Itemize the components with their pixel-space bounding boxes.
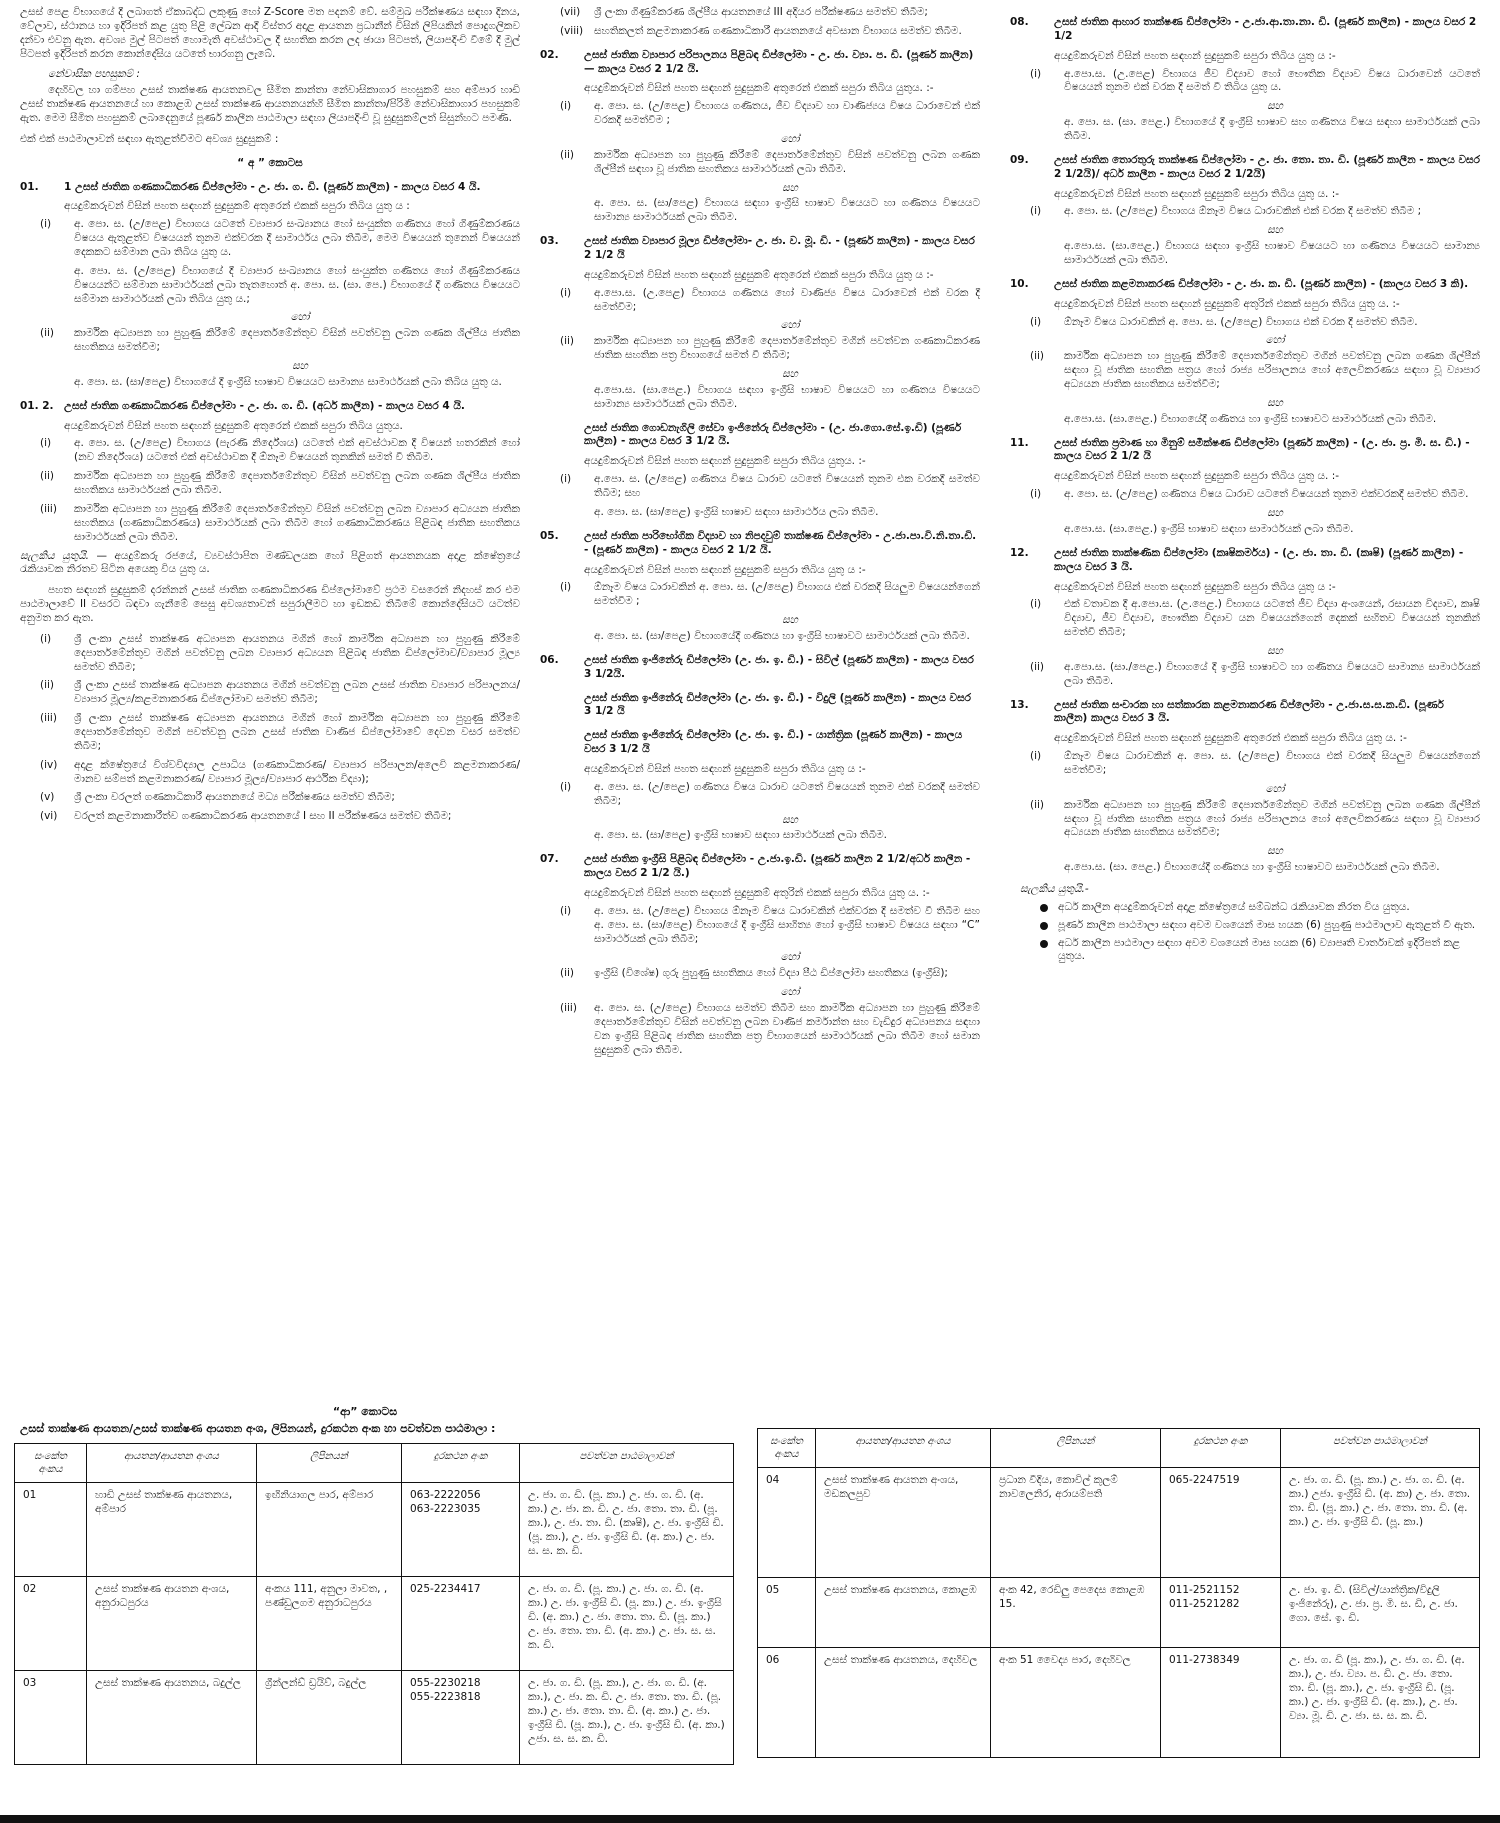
course-title: උසස් ජාතික ගණකාධිකරණ ඩිප්ලෝමා - උ. ජා. ග. ඩි. (අර්ධ කාලීන) - කාලය වසර 4 යි. bbox=[64, 399, 465, 412]
note-bullet: අර්ධ කාලීන අයදුම්කරුවන් අදාළ ක්ෂේත්‍රයේ සම්බන්ධ රැකියාවක නිරත විය යුතුය. bbox=[1040, 901, 1480, 915]
connector-or: හෝ bbox=[780, 951, 800, 964]
table-row: 06 උසස් තාක්ෂණ ආයතනය, දෙහිවල අංක 51 වෛද්‍ය පාර, දෙහිවල 011-2738349 උ. ජා. ග. ඩි (පූ. කා.), උ. ජා. ග. ඩි. (අ. කා.), උ. ජා. ව්‍යා. ප. ඩි. උ. ජා. තො. තා. ඩි. (පූ. කා.), උ. ජා. ඉංග්‍රීසි ඩි. (පූ. කා.) උ. ජා. ඉංග්‍රීසි ඩි. (අ. කා.), උ. ජා. ව්‍යා. මූ. ඩි. උ. ජා. ස. ස. ක. ඩි. bbox=[758, 1648, 1480, 1758]
requirement-item: (i) අ. පො. ස. (උ/පෙළ) විභාගය (පැරණි නිර්දේශය) යටතේ එක් අවස්ථාවක දී විෂයන් හතරකින් හෝ (නව නිර්දේශය) යටතේ එක් අවස්ථාවක දී ඕනෑම විෂයයන් තුනකින් සමත් වී තිබීම. bbox=[40, 437, 520, 464]
requirement-lead: අයදුම්කරුවන් විසින් පහත සඳහන් සුදුසුකම් අතුරෙන් එකක් සපුරා තිබිය යුතු ය :- bbox=[584, 268, 934, 281]
header-code: සංකේත අංකය bbox=[758, 1429, 816, 1468]
requirement-lead: අයදුම්කරුවන් විසින් පහත සඳහන් සුදුසුකම් අතුරෙන් එකක් සපුරා තිබිය යුතු ය. :- bbox=[1054, 732, 1407, 745]
requirement-item: (i) අ. පො. ස. (උ/පෙළ) විභාගය යටතේ ව්‍යාපාර සංඛ්‍යානය හෝ සංයුක්ත ගණිතය හෝ ගිණුම්කරණය විෂයය ඇතුළත්ව විෂයයන් තුනම එක්වරක දී සාමාර්ථය ලබා තිබීම, මෙම විෂයයන් තුනෙන් විෂයයන් දෙකකට සම්මාන ලබා තිබිය යුතු ය. bbox=[40, 218, 520, 259]
exemption-item: (v) ශ්‍රී ලංකා වරලත් ගණකාධිකාරී ආයතනයේ මධ්‍ය පරීක්ෂණය සමත්ව තිබීම; bbox=[40, 791, 395, 804]
course-heading-12: 12. උසස් ජාතික තාක්ෂණික ඩිප්ලෝමා (කෘෂිකර්මය) - (උ. ජා. තා. ඩි. (කෘෂි) (පූර්ණ කාලීන) - කාලය වසර 3 යි. bbox=[1010, 546, 1464, 573]
exemption-item: (vi) වරලත් කළමනාකාරීත්ව ගණකාධිකරණ ආයතනයේ I සහ II පරීක්ෂණය සමත්ව තිබීම; bbox=[40, 810, 452, 823]
requirement-lead: අයදුම්කරුවන් විසින් පහත සඳහන් සුදුසුකම් අතුරින් එකක් සපුරා තිබිය යුතු ය. :- bbox=[584, 886, 930, 899]
requirement-subtext: අ.පො.ස. (සා.පෙළ.) විභාගයේදී ගණිතය හා ඉංග්‍රීසි භාෂාවට සාමාර්ථයක් ලබා තිබීම. bbox=[1064, 412, 1437, 425]
requirement-item: (i) අ. පො. ස. (උ/පෙළ) විභාගය ගණිතය, ජීව විද්‍යාව හා වාණිජ්‍යය විෂය ධාරාවෙන් එක් වරකදී සමත්වීම ; bbox=[560, 100, 980, 127]
exemption-item: (vii) ශ්‍රී ලංකා ගිණුම්කරණ ශිල්පීය ආයතනයේ III අදියර පරීක්ෂණය සමත්ව තිබීම; bbox=[560, 6, 928, 18]
header-courses: පවත්වන පාඨමාලාවන් bbox=[520, 1444, 734, 1483]
requirement-item: (ii) කාර්මික අධ්‍යාපන හා පුහුණු කිරීමේ දෙපාර්තමේන්තුව මගින් පවත්වනු ලබන ගණක ශිල්පීන් සඳහා වූ ජාතික සහතික පත්‍රය හෝ රාජ්‍ය පරිපාලනය හෝ අලෙවිකරණය සඳහා වූ ව්‍යාපාර අධ්‍යයන ජාතික සහතිකය සමත්වීම; bbox=[1030, 798, 1480, 839]
requirement-item: (ii) අ.පො.ස. (සා./පෙළ.) විභාගයේ දී ඉංග්‍රීසි භාෂාවට හා ගණිතය විෂයයට සාමාන්‍ය සාමාර්ථයක් ලබා තිබීම. bbox=[1030, 660, 1480, 687]
course-number: 01. 2. bbox=[20, 399, 54, 412]
header-address: ලිපිනයන් bbox=[257, 1444, 402, 1483]
institutes-table-left bbox=[14, 1443, 734, 1765]
connector-or: හෝ bbox=[780, 319, 800, 332]
requirement-item: (ii) කාර්මික අධ්‍යාපන හා පුහුණු කිරීමේ දෙපාර්තමේන්තුව මගින් පවත්වන ගණකාධිකරණ ජාතික සහතික පත්‍ර විභාගයේ සමත් වී තිබීම; bbox=[560, 335, 980, 362]
table-row: 01 හාඩි උසස් තාක්ෂණ ආයතනය, අම්පාර ඉඟිනියාගල පාර, අම්පාර 063-2222056 063-2223035 උ. ජා. ග. ඩි. (පූ. කා.) උ. ජා. ග. ඩි. (අ. කා.) උ. ජා. ක. ඩි. උ. ජා. තො. තා. ඩි. (පූ. කා.), උ. ජා. තා. ඩි. (කෘෂි), උ. ජා. ඉංග්‍රීසි ඩි. (පූ. කා.), උ. ජා. ඉංග්‍රීසි ඩි. (අ. කා.) උ. ජා. ස. ස. ක. ඩි. bbox=[15, 1483, 734, 1577]
header-address: ලිපිනයන් bbox=[991, 1429, 1161, 1468]
requirement-subtext: අ.පො.ස. (සා.පෙළ.) ඉංග්‍රීසි භාෂාව සඳහා සාමාර්ථයක් ලබා තිබීම. bbox=[1064, 522, 1354, 535]
header-phone: දුරකථන අංක bbox=[402, 1444, 520, 1483]
connector-and: සහ bbox=[1267, 224, 1283, 237]
course-heading-01-1 bbox=[20, 181, 520, 195]
header-phone: දුරකථන අංක bbox=[1161, 1429, 1281, 1468]
connector-and: සහ bbox=[782, 368, 798, 381]
note-bullet: අර්ධ කාලීන පාඨමාලා සඳහා අවම වශයෙන් මාස හයක (6) ව්‍යාපෘති වාර්තාවක් ඉදිරිපත් කළ යුතුය. bbox=[1040, 937, 1480, 965]
requirement-lead: අයදුම්කරුවන් විසින් පහත සඳහන් සුදුසුකම් සපුරා තිබිය යුතුය. :- bbox=[584, 455, 866, 468]
requirement-item: (i) ඕනෑම විෂය ධාරාවකින් අ. පො. ස. (උ/පෙළ) විභාගය එක් වරක දී සමත්ව තිබීම. bbox=[1030, 315, 1418, 328]
header-institute: ආයතන/ආයතන අංශය bbox=[87, 1444, 257, 1483]
requirement-item: (ii) කාර්මික අධ්‍යාපන හා පුහුණු කිරීමේ දෙපාර්තමේන්තුව විසින් පවත්වනු ලබන ගණක ශිල්පීන් සඳහා වූ ජාතික සහතිකය සාමාර්ථයක් ලබා තිබීම. bbox=[560, 148, 980, 175]
connector-and: සහ bbox=[1267, 396, 1283, 409]
bullet-icon bbox=[1040, 940, 1048, 948]
connector-and: සහ bbox=[782, 181, 798, 194]
requirement-subtext: අ. පො. ස. (සා/පෙළ) විභාගය සඳහා ඉංග්‍රීසි භාෂාව විෂයයට හා ගණිතය විෂයයට සාමාන්‍ය සාමාර්ථයක් ලබා තිබීම. bbox=[594, 197, 980, 224]
connector-or: හෝ bbox=[780, 133, 800, 146]
connector-or: හෝ bbox=[1265, 782, 1285, 795]
course-number: 01. bbox=[20, 180, 39, 193]
bullet-icon bbox=[1040, 904, 1048, 912]
requirement-lead: අයදුම්කරුවන් විසින් පහත සඳහන් සුදුසුකම් සපුරා තිබිය යුතු ය :- bbox=[1054, 580, 1336, 593]
note-paragraph bbox=[20, 550, 520, 578]
requirement-item: (iii) අ. පො. ස. (උ/පෙළ) විභාගය සමත්ව තිබීම සහ කාර්මික අධ්‍යාපන හා පුහුණු කිරීමේ දෙපාර්තමේන්තුව විසින් පවත්වනු ලබන වාණිජ කර්මාන්ත සහ වැඩිදුර අධ්‍යාපනය සඳහා වන ඉංග්‍රීසි පිළිබඳ ජාතික සහතික පත්‍ර විභාගයෙන් සාමාර්ථයක් ලබා තිබීම හෝ සමාන සුදුසුකම් ලබා තිබීම. bbox=[560, 1001, 980, 1056]
table-row: 05 උසස් තාක්ෂණ ආයතනය, කොළඹ අංක 42, රෙඩිලු පෙදෙස කොළඹ 15. 011-2521152 011-2521282 උ. ජා. ඉ. ඩි. (සිවිල්/යාන්ත්‍රික/විදුලි ඉංජිනේරු), උ. ජා. ප්‍ර. මි. ස. ඩි, උ. ජා. ගො. සේ. ඉ. ඩි. bbox=[758, 1578, 1480, 1648]
requirement-subtext: අ. පො. ස. (සා/පෙළ) ඉංග්‍රීසි භාෂාව සඳහා සාමාර්ථය ලබා තිබීම. bbox=[594, 505, 879, 518]
course-heading-05: 05. උසස් ජාතික පාරිභෝගික විද්‍යාව හා නිපදවුම් තාක්ෂණ ඩිප්ලෝමා - උ.ජා.පා.වි.නි.තා.ඩි. - (පූර්ණ කාලීන) - කාලය වසර 2 1/2 යි. bbox=[540, 529, 977, 556]
requirement-item: (i) අ. පො. ස. (උ/පෙළ) ගණිතය විෂය ධාරාව යටතේ විෂයයන් තුනම එක්වරකදී සමත්ව තිබීම. bbox=[1030, 488, 1469, 501]
requirement-item: (ii) ඉංග්‍රීසි (විශේෂ) ගුරු පුහුණු සහතිකය හෝ විද්‍යා පීඨ ඩිප්ලෝමා සහතිකය (ඉංග්‍රීසි); bbox=[560, 967, 948, 980]
course-heading-01-2 bbox=[20, 400, 520, 414]
qualification-intro: එක් එක් පාඨමාලාවන් සඳහා ඇතුළත්වීමට අවශ්‍ය සුදුසුකම් : bbox=[20, 132, 279, 145]
connector-and: සහ bbox=[1267, 507, 1283, 520]
requirement-lead: අයදුම්කරුවන් විසින් පහත සඳහන් සුදුසුකම් සපුරා තිබිය යුතු ය. :- bbox=[1054, 470, 1340, 483]
course-heading-13: 13. උසස් ජාතික සංචාරක හා සත්කාරක කළමනාකරණ ඩිප්ලෝමා - උ.ජා.ස.ස.ක.ඩි. (පූර්ණ කාලීන) කාලය වසර 3 යි. bbox=[1010, 698, 1444, 725]
exemption-item: (viii) සහතිකලත් කළමනාකරණ ගණකාධිකාරී ආයතනයේ අවසාන විභාගය සමත්ව තිබීම. bbox=[560, 24, 962, 37]
requirement-lead: අයදුම්කරුවන් විසින් පහත සඳහන් සුදුසුකම් අතුරෙන් එකක් සපුරා තිබිය යුතු ය : bbox=[64, 200, 410, 213]
course-heading-03: 03. උසස් ජාතික ව්‍යාපාර මූල්‍ය ඩිප්ලෝමා- උ. ජා. ව. මූ. ඩි. - (පූර්ණ කාලීන) - කාලය වසර 2 1/2 යි bbox=[540, 235, 975, 262]
connector-and: සහ bbox=[782, 813, 798, 826]
requirement-lead: අයදුම්කරුවන් විසින් පහත සඳහන් සුදුසුකම් අතුරින් එකක් සපුරා තිබිය යුතු ය. :- bbox=[1054, 297, 1400, 310]
course-heading-08: 08. උසස් ජාතික ආහාර තාක්ෂණ ඩිප්ලෝමා - උ.ජා.ආ.තා.නා. ඩි. (පූර්ණ කාලීන) - කාලය වසර 2 1/2 bbox=[1010, 16, 1477, 42]
requirement-lead: අයදුම්කරුවන් විසින් පහත සඳහන් සුදුසුකම් අතුරෙන් එකක් සපුරා තිබිය යුතුය. bbox=[64, 419, 403, 432]
requirement-subtext: අ. පො. ස. (සා/පෙළ) විභාගයේ දී ඉංග්‍රීසි භාෂාව විෂයයට සාමාන්‍ය සාමාර්ථයක් ලබා තිබිය යුතු ය. bbox=[74, 375, 502, 388]
requirement-subtext: අ.පො.ස. (සා.පෙළ.) විභාගය සඳහා ඉංග්‍රීසි භාෂාව විෂයයට හා ගණිතය විෂයයට සාමාන්‍ය සාමාර්ථයක් ලබා තිබීම. bbox=[594, 383, 980, 410]
course-heading-07: 07. උසස් ජාතික ඉංග්‍රීසි පිළිබඳ ඩිප්ලෝමා - උ.ජා.ඉ.ඩි. (පූර්ණ කාලීන 2 1/2/අර්ධ කාලීන - කාලය වසර 2 1/2 යි.) bbox=[540, 853, 971, 880]
connector-and: සහ bbox=[1267, 845, 1283, 858]
column-3 bbox=[1010, 6, 1480, 968]
course-heading-10: 10. උසස් ජාතික කළමනාකරණ ඩිප්ලෝමා - උ. ජා. ක. ඩි. (පූර්ණ කාලීන) - (කාලය වසර 3 කි). bbox=[1010, 277, 1469, 290]
column-2 bbox=[540, 6, 980, 1062]
course-heading-06: 06. උසස් ජාතික ඉංජිනේරු ඩිප්ලෝමා (උ. ජා. ඉ. ඩි.) - සිවිල් (පූර්ණ කාලීන) - කාලය වසර 3 1/2යි. bbox=[540, 653, 974, 680]
requirement-subtext: අ. පො. ස. (සා/පෙළ) ඉංග්‍රීසි භාෂාව සඳහා සාමාර්ථයක් ලබා තිබීම. bbox=[594, 829, 887, 842]
requirement-item: (iii) කාර්මික අධ්‍යාපන හා පුහුණු කිරීමේ දෙපාර්තමේන්තුව විසින් පවත්වනු ලබන ව්‍යාපාර අධ්‍යයන ජාතික සහතිකය (ගණකාධිකරණය) සාමාර්ථයක් ලබා තිබීම හෝ ගණකාධිකරණය පිළිබඳ ජාතික සහතිකය සාමාර්ථයක් ලබා තිබීම. bbox=[40, 502, 520, 543]
table-row: 04 උසස් තාක්ෂණ ආයතන අංශය, මඩකලපුව ප්‍රධාන වීදිය, කොවිල් කුලම් නාවලෙනිර, අරායම්පති 065-2247519 උ. ජා. ග. ඩි. (පූ. කා.) උ. ජා. ග. ඩි. (අ. කා.) උජා. ඉංග්‍රීසි ඩි. (අ. කා) උ. ජා. තො. තා. ඩි. (පූ. කා.) උ. ජා. තො. තා. ඩි. (අ. කා.) උ. ජා. ඉංග්‍රීසි ඩි. (පූ. කා.) bbox=[758, 1468, 1480, 1578]
course-title: 1 උසස් ජාතික ගණකාධිකරණ ඩිප්ලෝමා - උ. ජා. ග. ඩි. (පූර්ණ කාලීන) - කාලය වසර 4 යි. bbox=[64, 180, 481, 193]
requirement-lead: අයදුම්කරුවන් විසින් පහත සඳහන් සුදුසුකම් සපුරා තිබිය යුතු ය :- bbox=[584, 762, 866, 775]
note-bullet: පූර්ණ කාලීන පාඨමාලා සඳහා අවම වශයෙන් මාස හයක (6) පුහුණු පාඨමාලාව ඇතුළත් වී ඇත. bbox=[1040, 919, 1480, 933]
course-heading-11: 11. උසස් ජාතික ප්‍රමාණ හා මිනුම් සමීක්ෂණ ඩිප්ලෝමා (පූර්ණ කාලීන) - (උ. ජා. ප්‍ර. මි. ස. ඩි.) - කාලය වසර 2 1/2 යි bbox=[1010, 436, 1470, 463]
exemption-item: (ii) ශ්‍රී ලංකා උසස් තාක්ෂණ අධ්‍යාපන ආයතනය මගින් පවත්වනු ලබන උසස් ජාතික ව්‍යාපාර පරිපාලනය/ව්‍යාපාර මූල්‍ය/කළමනාකරණ ඩිප්ලෝමාව සමත්ව තිබීම; bbox=[40, 679, 520, 706]
requirement-item: (i) අ. පො. ස. (උ/පෙළ) ගණිතය විෂය ධාරාව යටතේ විෂයයන් තුනම එක් වරකදී සමත්ව තිබීම; bbox=[560, 780, 980, 807]
connector-and: සහ bbox=[1267, 100, 1283, 113]
requirement-item: (i) එක් වතාවක දී අ.පො.ස. (උ.පෙළ.) විභාගය යටතේ ජීව විද්‍යා අංශයෙන්, රසායන විද්‍යාව, කෘෂි විද්‍යාව, ජීව විද්‍යාව, භෞතික විද්‍යාව යන විෂයයන්ගෙන් දෙකක් සහිතව විෂයයන් තුනකින් සමත්වී තිබීම; bbox=[1030, 598, 1480, 639]
exemption-item: (i) ශ්‍රී ලංකා උසස් තාක්ෂණ අධ්‍යාපන ආයතනය මගින් හෝ කාර්මික අධ්‍යාපන හා පුහුණු කිරීමේ දෙපාර්තමේන්තුව මගින් පවත්වනු ලබන ව්‍යාපාර අධ්‍යයන පිළිබඳ ජාතික ඩිප්ලෝමාව/ව්‍යාපාර මූල්‍ය සමත්ව තිබීම; bbox=[40, 632, 520, 673]
table-header-row bbox=[758, 1429, 1480, 1468]
header-institute: ආයතන/ආයතන අංශය bbox=[816, 1429, 991, 1468]
requirement-subtext: අ. පො. ස. (සා/පෙළ) විභාගයේදී ගණිතය හා ඉංග්‍රීසි භාෂාවට සාමාර්ථයක් ලබා තිබීම. bbox=[594, 629, 970, 642]
connector-or: හෝ bbox=[1265, 334, 1285, 347]
requirement-item: (i) අ. පො. ස. (උ/පෙළ) විභාගය ඕනෑම විෂය ධාරාවකින් එක්වරක දී සමත්ව වී තිබීම සහ අ. පො. ස. (සා/පෙළ) විභාගයේ දී ඉංග්‍රීසි සාහිත්‍ය හෝ ඉංග්‍රීසි භාෂාව විෂයය සඳහා “C” සාමාර්ථයක් ලබා තිබීම; bbox=[560, 904, 980, 945]
bullet-icon bbox=[1040, 922, 1048, 930]
connector-and: සහ bbox=[782, 614, 798, 627]
part-b-subtitle: උසස් තාක්ෂණ ආයතන/උසස් තාක්ෂණ ආයතන අංශ, ලිපිනයන්, දුරකථන අංක හා පවත්වන පාඨමාලා : bbox=[20, 1422, 496, 1435]
course-heading-02: 02. උසස් ජාතික ව්‍යාපාර පරිපාලනය පිළිබඳ ඩිප්ලෝමා - උ. ජා. ව්‍යා. ප. ඩි. (පූර්ණ කාලීන) — කාලය වසර 2 1/2 යි. bbox=[540, 48, 974, 75]
requirement-lead: අයදුම්කරුවන් විසින් පහත සඳහන් සුදුසුකම් සපුරා තිබිය යුතු ය :- bbox=[1054, 49, 1336, 62]
requirement-lead: අයදුම්කරුවන් විසින් පහත සඳහන් සුදුසුකම් සපුරා තිබිය යුතු ය. :- bbox=[1054, 187, 1340, 200]
connector-or: හෝ bbox=[290, 311, 310, 324]
connector-and: සහ bbox=[1267, 644, 1283, 657]
hostel-heading: නේවාසික පහසුකම් : bbox=[48, 68, 140, 81]
requirement-item: (i) ඕනෑම විෂය ධාරාවකින් අ. පො. ස. (උ/පෙළ) විභාගය එක් වරකදී සියලුම විෂයයන්ගෙන් සමත්වීම ; bbox=[560, 581, 980, 608]
requirement-item: (i) අ. පො. ස. (උ/පෙළ) විභාගය ඕනෑම විෂය ධාරාවකින් එක් වරක දී සමත්ව තිබීම ; bbox=[1030, 205, 1422, 218]
requirement-item: (i) ඕනෑම විෂය ධාරාවකින් අ. පො. ස. (උ/පෙළ) විභාගය එක් වරකදී සියලුම විෂයයන්ගෙන් සමත්වීම; bbox=[1030, 750, 1480, 776]
requirement-subtext: අ. පො. ස. (උ/පෙළ) විභාගයේ දී ව්‍යාපාර සංඛ්‍යානය හෝ සංයුක්ත ගණිතය හෝ ගිණුම්කරණය විෂයයන්ට සම්මාන සාමාර්ථයක් ලබා තැතහොත් අ. පො. ස. (සා. පෙ.) විභාගයේ දී ගණිතය විෂයයට සම්මාන සාමාර්ථයක් ලබා තිබිය යුතු ය.; bbox=[74, 264, 520, 305]
exemption-item: (iv) අදාළ ක්ෂේත්‍රයේ විශ්වවිද්‍යාල උපාධිය (ගණකාධිකරණ/ ව්‍යාපාර පරිපාලන/අලෙවි කළමනාකරණ/ මානව සම්පත් කළමනාකරණ/ ව්‍යාපාර මූල්‍ය/ව්‍යාපාර ආර්ථික විද්‍යා); bbox=[40, 758, 520, 785]
connector-and: සහ bbox=[292, 360, 308, 373]
connector-or: හෝ bbox=[780, 986, 800, 999]
part-b-heading: “ආ” කොටස bbox=[332, 1405, 398, 1418]
exemption-item: (iii) ශ්‍රී ලංකා උසස් තාක්ෂණ අධ්‍යාපන ආයතනය මගින් හෝ කාර්මික අධ්‍යාපන හා පුහුණු කිරීමේ දෙපාර්තමේන්තුව මගින් පවත්වනු ලබන උසස් ජාතික වාණිජ ඩිප්ලෝමාවේ දෙවන වසර සමත්ව තිබීම; bbox=[40, 712, 520, 752]
requirement-item: (i) අ.පො. ස. (උ/පෙළ) ගණිතය විෂය ධාරාව යටතේ විෂයයන් තුනම එක වරකදී සමත්ව තිබීම; සහ bbox=[560, 473, 980, 500]
course-heading-04: උසස් ජාතික ගොඩනැගිලි සේවා ඉංජිනේරු ඩිප්ලෝමා - (උ. ජා.ගො.සේ.ඉ.ඩි) (පූර්ණ කාලීන) - කාලය වසර 3 1/2 යි. bbox=[584, 421, 962, 448]
requirement-lead: අයදුම්කරුවන් විසින් පහත සඳහන් සුදුසුකම් සපුරා තිබිය යුතු ය :- bbox=[584, 563, 866, 576]
header-code: සංකේත අංකය bbox=[15, 1444, 87, 1483]
course-heading-09: 09. උසස් ජාතික තොරතුරු තාක්ෂණ ඩිප්ලෝමා - උ. ජා. තො. තා. ඩි. (පූර්ණ කාලීන - කාලය වසර 2 1/2යි)/ අර්ධ කාලීන - කාලය වසර 2 1/2යි) bbox=[1010, 153, 1480, 180]
requirement-item: (i) අ.පො.ස. (උ.පෙළ) විභාගය ජීව විද්‍යාව හෝ භෞතික විද්‍යාව විෂය ධාරාවෙන් යටතේ විෂයයන් තුනම එක් වරක දී සමත් වී තිබිය යුතු ය. bbox=[1030, 67, 1480, 94]
requirement-item: (ii) කාර්මික අධ්‍යාපන හා පුහුණු කිරීමේ දෙපාර්තමේන්තුව විසින් පවත්වනු ලබන ගණක ශිල්පීය ජාතික සහතිකය සමත්වීම; bbox=[40, 327, 520, 354]
requirement-lead: අයදුම්කරුවන් විසින් පහත සඳහන් සුදුසුකම් අතුරෙන් එකක් සපුරා තිබිය යුතුය. :- bbox=[584, 82, 934, 95]
institutes-table-right bbox=[757, 1428, 1480, 1758]
hostel-paragraph: දෙහිවල හා ගම්පහ උසස් තාක්ෂණ ආයතනවල සීමිත කාන්තා නේවාසිකාගාර පහසුකම් සහ අම්පාර හාඩි උසස් තාක්ෂණ ආයතනයේ හා කොළඹ උසස් තාක්ෂණ ආයතනයන්හි සීමිත කාන්තා/පිරිමි නේවාසිකාගාර පහසුකම් ඇත. මෙම සීමිත පහසුකම් ලබාදෙනුයේ පූර්ණ කාලීන පාඨමාලා සඳහා ලියාපදිංචි වූ සුදුසුකම්ලත් සිසුන්හට පමණි. bbox=[20, 84, 520, 125]
requirement-subtext: අ. පො. ස. (සා. පෙළ.) විභාගයේ දී ඉංග්‍රීසි භාෂාව සහ ගණිතය විෂය සඳහා සාමාර්ථයක් ලබා තිබීම. bbox=[1064, 116, 1480, 143]
requirement-subtext: අ.පො.ස. (සා.පෙළ.) විභාගය සඳහා ඉංග්‍රීසි භාෂාව විෂයයට හා ගණිතය විෂයයට සාමාන්‍ය සාමාර්ථයක් ලබා තිබීම. bbox=[1064, 240, 1480, 267]
requirement-item: (ii) කාර්මික අධ්‍යාපන හා පුහුණු කිරීමේ දෙපාර්තමේන්තුව විසින් පවත්වනු ලබන ගණක ශිල්පීය ජාතික සහතිකය සාමාර්ථයක් ලබා තිබීම. bbox=[40, 470, 520, 497]
note-text: — අයදුම්කරු රජයේ, ව්‍යවස්ථාපිත මණ්ඩලයක හෝ පිළිගත් ආයතනයක අදාළ ක්ෂේත්‍රයේ රැකියාවක නිරතව සිටින අයෙකු විය යුතු ය. bbox=[20, 549, 520, 576]
note-label: සැලකිය යුතුයි. bbox=[20, 549, 89, 562]
part-a-heading: “ අ ” කොටස bbox=[237, 156, 303, 169]
requirement-item: (i) අ.පො.ස. (උ.පෙළ) විභාගය ගණිතය හෝ වාණිජ්‍ය විෂය ධාරාවෙන් එක් වරක දී සමත්වීම; bbox=[560, 286, 980, 313]
table-row: 02 උසස් තාක්ෂණ ආයතන අංශය, අනුරාධපුරය අංකය 111, අනුලා මාවත, , පණ්ඩුලගම අනුරාධපුරය 025-2234417 උ. ජා. ග. ඩි. (පූ. කා.) උ. ජා. ග. ඩි. (අ. කා.) උ. ජා. ඉංග්‍රීසි ඩි. (පූ. කා.) උ. ජා. ඉංග්‍රීසි ඩි. (අ. කා.) උ. ජා. තො. තා. ඩි. (පූ. කා.) උ. ජා. තො. තා. ඩි. (අ. කා.) උ. ජා. ස. ස. ක. ඩි. bbox=[15, 1577, 734, 1671]
requirement-subtext: අ.පො.ස. (සා. පෙළ.) විභාගයේදී ගණිතය හා ඉංග්‍රීසි භාෂාවට සාමාර්ථයක් ලබා තිබීම. bbox=[1064, 861, 1440, 874]
notes-label: සැලකිය යුතුයි.- bbox=[1020, 882, 1089, 895]
requirement-item: (ii) කාර්මික අධ්‍යාපන හා පුහුණු කිරීමේ දෙපාර්තමේන්තුව මගින් පවත්වනු ලබන ගණක ශිල්පීන් සඳහා වූ ජාතික සහතික පත්‍රය හෝ රාජ්‍ය පරිපාලනය හෝ අලෙවිකරණය සඳහා වූ ව්‍යාපාර අධ්‍යයන ජාතික සහතිකය සමත්වීම; bbox=[1030, 350, 1480, 391]
page-bottom-rule bbox=[0, 1815, 1500, 1823]
column-1 bbox=[20, 6, 520, 829]
exemption-paragraph: පහත සඳහන් සුදුසුකම් දරන්නන් උසස් ජාතික ගණකාධිකරණ ඩිප්ලෝමාවේ ප්‍රථම වසරෙන් නිදහස් කර එම පාඨමාලාවේ II වසරට බඳවා ගැනීමේ සෙසු අවශ්‍යතාවන් සපුරාලීමට හා ඉඩකඩ තිබීමේ කොන්දේසියට යටත්ව අනුමත කර ඇත. bbox=[20, 584, 520, 624]
course-heading-06-electrical: උසස් ජාතික ඉංජිනේරු ඩිප්ලෝමා (උ. ජා. ඉ. ඩි.) - විදුලි (පූර්ණ කාලීන) - කාලය වසර 3 1/2 යි bbox=[584, 691, 971, 718]
table-row: 03 උසස් තාක්ෂණ ආයතනය, බදුල්ල ග්‍රීන්ලන්ඩ් ඩ්‍රයිව්, බදුල්ල 055-2230218 055-2223818 උ. ජා. ග. ඩි. (පූ. කා.), උ. ජා. ග. ඩි. (අ. කා.), උ. ජා. ක. ඩි. උ. ජා. තො. තා. ඩි. (පූ. කා.) උ. ජා. තො. තා. ඩි. (අ. කා.) උ. ජා. ඉංග්‍රීසි ඩි. (පූ. කා.), උ. ජා. ඉංග්‍රීසි ඩි. (අ. කා.) උජා. ස. ස. ක. ඩි. bbox=[15, 1671, 734, 1765]
course-heading-06-mechanical: උසස් ජාතික ඉංජිනේරු ඩිප්ලෝමා (උ. ජා. ඉ. ඩි.) - යාන්ත්‍රික (පූර්ණ කාලීන) - කාලය වසර 3 1/2 යි bbox=[584, 729, 963, 756]
header-courses: පවත්වන පාඨමාලාවන් bbox=[1281, 1429, 1480, 1468]
intro-paragraph: උසස් පෙළ විභාගයේ දී ලබාගත් ඒකාබද්ධ ලකුණු හෝ Z-Score මත පදනම් වේ. සම්මුඛ පරීක්ෂණය සඳහා දිනය, වේලාව, ස්ථානය හා ඉදිරිපත් කළ යුතු පිළි ලේඛන ආදී විස්තර අදාළ ආයතන ප්‍රධානීන් විසින් ලිපියකින් පොදුගලිකව දන්වා එවනු ඇත. අවශ්‍ය මුල් පිටපත් හොමැති අවස්ථාවල දී සහතික කරන ලද ඡායා පිටපත්, ලියාපදිංචි වීමේ දී මුල් පිටපත් ඉදිරිපත් කරන කොන්දේසිය යටතේ භාරගනු ලැබේ. bbox=[20, 6, 520, 60]
table-header-row bbox=[15, 1444, 734, 1483]
